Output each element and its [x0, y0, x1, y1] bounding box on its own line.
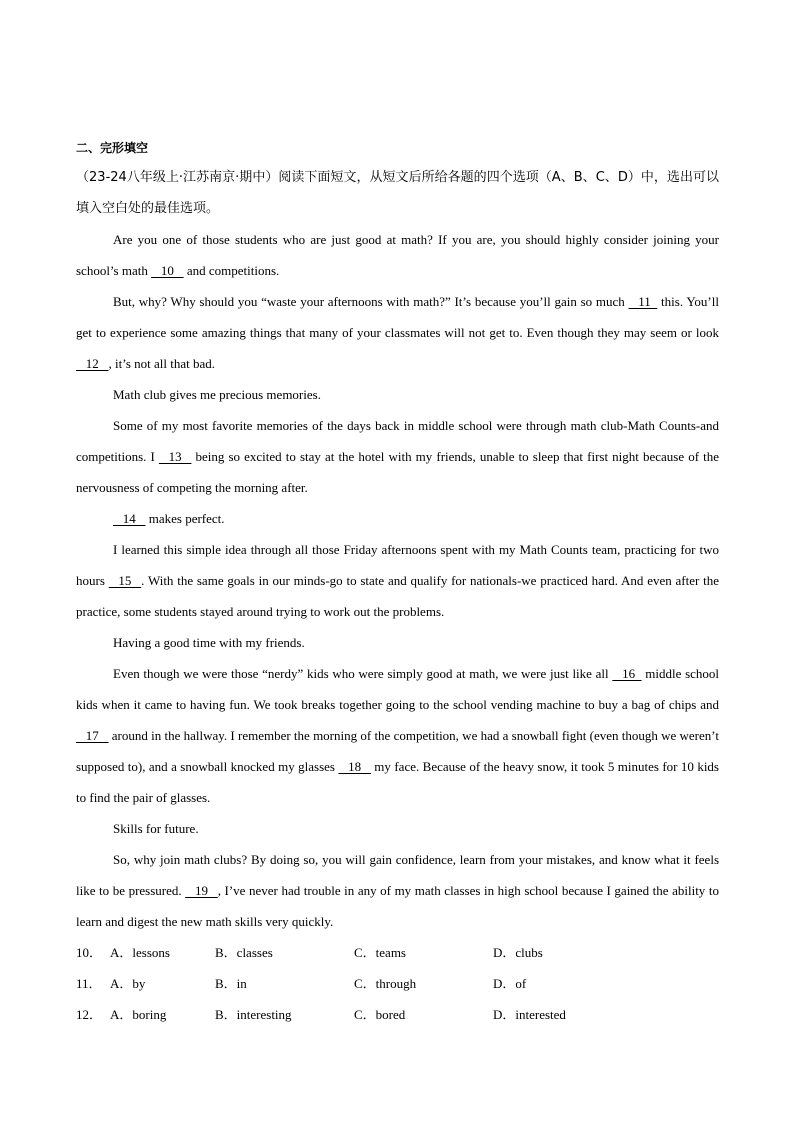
question-row [76, 999, 719, 1030]
passage-paragraph-1: Are you one of those students who are just good at math? If you are, you should highly consider joining your school’s math 10 and competitions. [76, 224, 719, 286]
blank-18: 18 [338, 759, 371, 774]
passage-paragraph-9: Skills for future. [113, 821, 199, 836]
blank-11: 11 [628, 294, 658, 309]
passage-paragraph-2: But, why? Why should you “waste your afternoons with math?” It’s because you’ll gain so much 11 this. You’ll get to experience some amazing things that many of your classmates will not get to. Even though they may seem or look 12 , it’s not all that bad. [76, 286, 719, 379]
option-d: D．of [493, 976, 527, 991]
blank-19: 19 [185, 883, 218, 898]
option-c: C．bored [354, 1007, 406, 1022]
option-d: D．clubs [493, 945, 543, 960]
section-heading: 二、完形填空 [76, 141, 149, 155]
passage-paragraph-3: Math club gives me precious memories. [113, 387, 321, 402]
blank-17: 17 [76, 728, 109, 743]
option-b: B．in [215, 976, 247, 991]
blank-13: 13 [158, 449, 192, 464]
option-a: A．boring [110, 1007, 167, 1022]
option-b: B．classes [215, 945, 273, 960]
blank-12: 12 [76, 356, 109, 371]
question-row [76, 968, 719, 999]
option-c: C．teams [354, 945, 406, 960]
question-number: 12． [76, 1007, 103, 1022]
option-a: A．by [110, 976, 146, 991]
blank-15: 15 [108, 573, 142, 588]
question-row [76, 937, 719, 968]
document-page [76, 138, 719, 1030]
option-d: D．interested [493, 1007, 566, 1022]
passage-paragraph-8: Even though we were those “nerdy” kids who were simply good at math, we were just like all 16 middle school kids when it came to having fun. We took breaks together going to the school vending machine to buy a bag of chips and 17 around in the hallway. I remember the morning of the competition, we had a snowball fight (even though we weren’t supposed to), and a snowball knocked my glasses 18 my face. Because of the heavy snow, it took 5 minutes for 10 kids to find the pair of glasses. [76, 658, 719, 813]
question-number: 10． [76, 945, 103, 960]
section-intro: （23-24八年级上·江苏南京·期中）阅读下面短文，从短文后所给各题的四个选项（A、B、C、D）中，选出可以填入空白处的最佳选项。 [76, 170, 719, 216]
option-a: A．lessons [110, 945, 170, 960]
passage-paragraph-6: I learned this simple idea through all those Friday afternoons spent with my Math Counts team, practicing for two hours 15 . With the same goals in our minds-go to state and qualify for nationals-we practiced hard. And even after the practice, some students stayed around trying to work out the problems. [76, 542, 719, 619]
option-b: B．interesting [215, 1007, 292, 1022]
question-options [76, 937, 719, 1030]
question-number: 11． [76, 976, 102, 991]
blank-14: 14 [113, 511, 146, 526]
option-c: C．through [354, 976, 417, 991]
passage-paragraph-7: Having a good time with my friends. [113, 635, 305, 650]
passage-paragraph-5: 14 makes perfect. [76, 503, 719, 534]
blank-10: 10 [151, 263, 184, 278]
blank-16: 16 [612, 666, 642, 681]
passage-paragraph-4: Some of my most favorite memories of the days back in middle school were through math club-Math Counts-and competitions. I 13 being so excited to stay at the hotel with my friends, unable to sleep that first night because of the nervousness of competing the morning after. [76, 418, 719, 495]
passage-paragraph-10: So, why join math clubs? By doing so, you will gain confidence, learn from your mistakes, and know what it feels like to be pressured. 19 , I’ve never had trouble in any of my math classes in high school because I gained the ability to learn and digest the new math skills very quickly. [76, 852, 719, 929]
